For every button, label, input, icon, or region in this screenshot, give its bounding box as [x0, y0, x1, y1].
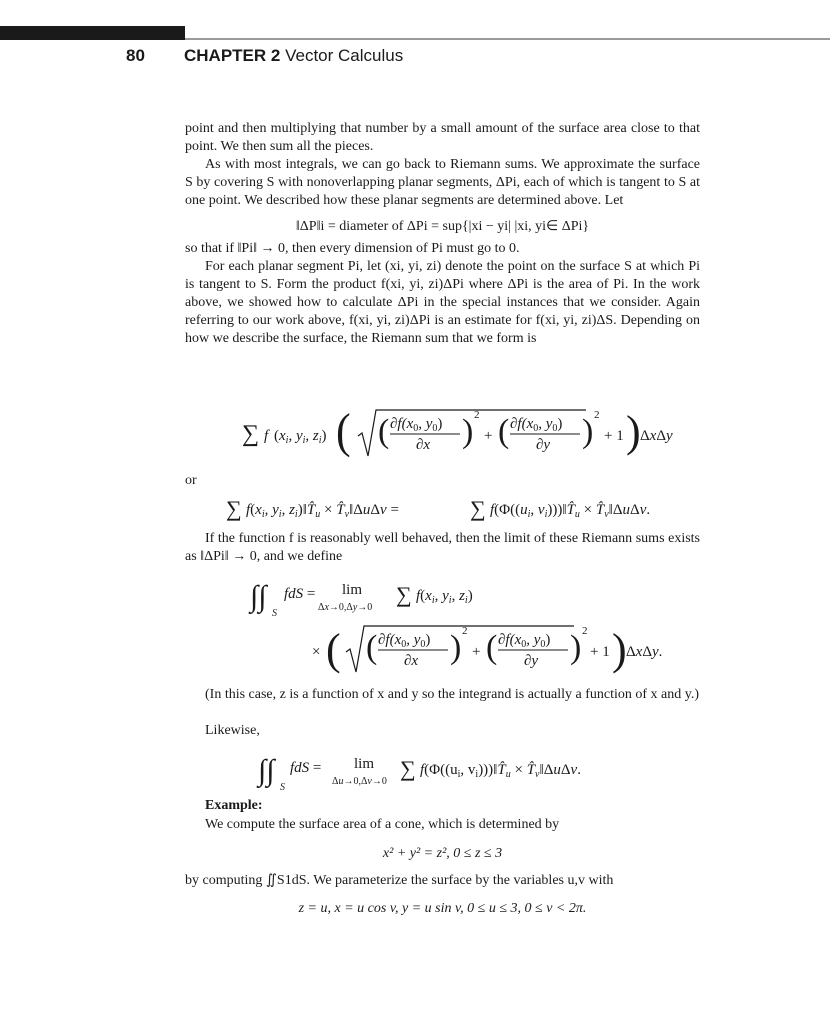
svg-text:∑: ∑ — [226, 496, 242, 521]
equation-riemann-sum-1 — [240, 404, 673, 464]
chapter-heading — [184, 46, 403, 66]
svg-text:∂y: ∂y — [524, 653, 539, 669]
svg-text:2: 2 — [582, 625, 588, 637]
equation-surface-integral-definition — [246, 572, 666, 688]
svg-text:∑: ∑ — [396, 582, 412, 607]
header-bar — [0, 26, 185, 40]
svg-text:(: ( — [366, 629, 378, 666]
svg-text:∂x: ∂x — [404, 653, 419, 669]
svg-text:∂f(x0, y0): $\partial f(x_0$, $y_0$) — [510, 416, 563, 434]
svg-text:∂f(x0, y0): $\partial f(x_0$, $y_0$) — [390, 416, 443, 434]
svg-text:fdS =: fdS = — [290, 760, 322, 776]
svg-text:∂y: ∂y — [536, 437, 551, 453]
svg-text:fdS =: fdS = — [284, 586, 316, 602]
svg-text:+: + — [472, 644, 481, 660]
svg-text:∫∫: ∫∫ — [258, 754, 275, 787]
svg-text:∫∫: ∫∫ — [250, 580, 267, 613]
svg-text:(: ( — [498, 413, 510, 450]
svg-text:(: ( — [326, 625, 341, 674]
svg-text:×: × — [312, 644, 321, 660]
svg-text:∂x: ∂x — [416, 437, 431, 453]
svg-text:2: 2 — [462, 625, 468, 637]
equation-diameter: ‖ΔP‖i = diameter of ΔPi = sup{|xi − yi| |xi, yi∈ ΔPi} — [295, 219, 590, 234]
chapter-title: Vector Calculus — [285, 46, 404, 65]
svg-text:∑: ∑ — [400, 756, 416, 781]
svg-text:S: S — [272, 608, 277, 619]
paragraph-likewise: Likewise, — [205, 723, 260, 738]
main-text — [185, 120, 700, 348]
header-rule — [185, 38, 830, 40]
equation-surface-integral-parametric — [256, 748, 676, 798]
svg-text:f(xi, yi, zi)‖T̂u × T̂v‖ΔuΔv =: $f(x_i$, $y_i$, $z_i)‖T̂_u$ × $T̂_v‖\Delta u\Delta v$ = — [246, 502, 399, 520]
svg-text:f: f — [264, 428, 269, 444]
equation-riemann-sum-2 — [224, 492, 704, 526]
svg-text:f(Φ((ui, vi)))‖T̂u × T̂v‖ΔuΔv.: $f(\Phi((u_i$, $v_i)))‖T̂_u$ × $T̂_v‖\Delta u\Delta v$. — [490, 502, 651, 520]
svg-text:lim: lim — [354, 756, 375, 772]
paragraph-1: point and then multiplying that number by a small amount of the surface area close to that point. We then sum all the pieces. — [185, 121, 700, 154]
svg-text:): ) — [450, 629, 462, 666]
svg-text:): ) — [612, 625, 627, 674]
svg-text:+ 1: + 1 — [590, 644, 610, 660]
svg-text:(xi, yi, zi): ($x_i$, $y_i$, $z_i$) — [274, 428, 327, 446]
svg-text:lim: lim — [342, 582, 363, 598]
svg-text:(: ( — [378, 413, 390, 450]
svg-text:2: 2 — [474, 409, 480, 421]
svg-text:+: + — [484, 428, 493, 444]
svg-text:): ) — [462, 413, 474, 450]
svg-text:∂f(x0, y0): $\partial f(x_0$, $y_0$) — [378, 632, 431, 650]
svg-text:(: ( — [486, 629, 498, 666]
svg-text:∂f(x0, y0): $\partial f(x_0$, $y_0$) — [498, 632, 551, 650]
svg-text:ΔxΔy: ΔxΔy — [640, 428, 673, 444]
svg-text:∑: ∑ — [242, 421, 260, 447]
connector-or: or — [185, 473, 197, 488]
paragraph-8: by computing ∬S1dS. We parameterize the surface by the variables u,v with — [185, 873, 614, 888]
chapter-label: CHAPTER 2 — [184, 46, 281, 65]
paragraph-2: As with most integrals, we can go back to Riemann sums. We approximate the surface S by covering S with nonoverlapping planar segments, ΔPi, each of which is tangent to S at one point. We described how these planar segments are determined above. Let — [185, 157, 700, 208]
paragraph-6: (In this case, z is a function of x and y so the integrand is actually a function of x and y.) — [205, 687, 700, 702]
paragraph-7: We compute the surface area of a cone, which is determined by — [205, 817, 560, 832]
svg-text:): ) — [582, 413, 594, 450]
svg-text:f(Φ((ui, vi)))‖T̂u × T̂v‖ΔuΔv.: $f(\Phi((u_i$, $v_i)))‖T̂_u$ × $T̂_v‖\Delta u\Delta v$. — [420, 762, 581, 780]
equation-parameterization: z = u, x = u cos v, y = u sin v, 0 ≤ u ≤ 3, 0 ≤ v < 2π. — [298, 901, 587, 916]
svg-text:S: S — [280, 782, 285, 793]
page-number: 80 — [126, 46, 145, 65]
svg-text:Δu→0,Δv→0: Δu→0,Δv→0 — [332, 776, 387, 787]
svg-text:(: ( — [336, 405, 351, 459]
paragraph-5: If the function f is reasonably well behaved, then the limit of these Riemann sums exists as ‖ΔPi‖ → 0, and we define — [185, 531, 700, 564]
svg-text:∑: ∑ — [470, 496, 486, 521]
svg-text:f(xi, yi, zi): $f(x_i$, $y_i$, $z_i$) — [416, 588, 473, 606]
svg-text:ΔxΔy.: ΔxΔy. — [626, 644, 663, 660]
svg-text:): ) — [626, 407, 641, 456]
svg-text:2: 2 — [594, 409, 600, 421]
equation-cone: x² + y² = z², 0 ≤ z ≤ 3 — [382, 846, 503, 861]
svg-text:): ) — [570, 629, 582, 666]
svg-text:Δx→0,Δy→0: Δx→0,Δy→0 — [318, 602, 373, 613]
svg-text:+ 1: + 1 — [604, 428, 624, 444]
paragraph-3: so that if ‖Pi‖ → 0, then every dimension of Pi must go to 0. — [185, 241, 520, 256]
example-label: Example: — [205, 798, 263, 813]
paragraph-4: For each planar segment Pi, let (xi, yi, zi) denote the point on the surface S at which Pi is tangent to S. Form the product f(xi, yi, zi)ΔPi where ΔPi is the area of Pi. In the work above, we showed how to calculate ΔPi in the special instances that we consider. Again referring to our work above, f(xi, yi, zi)ΔPi is an estimate for f(xi, yi, zi)ΔS. Depending on how we describe the surface, the Riemann sum that we form is — [185, 259, 700, 346]
